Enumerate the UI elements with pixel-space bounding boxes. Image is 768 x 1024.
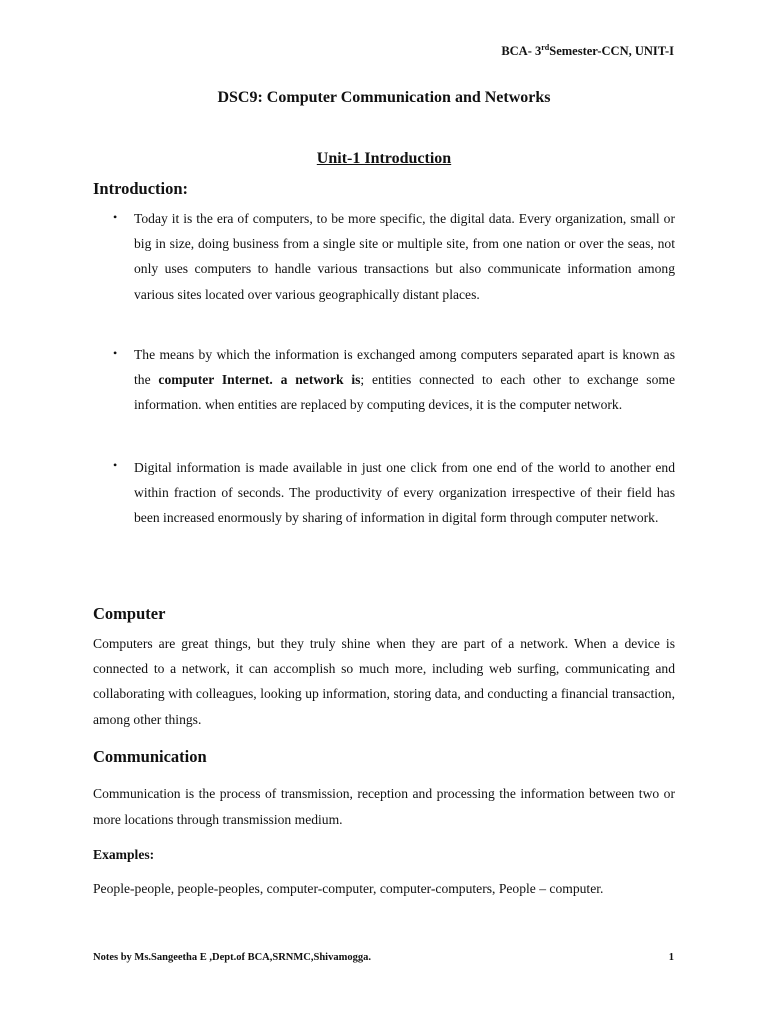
list-item-text: The means by which the information is exchanged among computers separated apart is known as the [134, 347, 675, 388]
document-title: DSC9: Computer Communication and Networks [217, 89, 551, 106]
list-item: Digital information is made available in just one click from one end of the world to another end within fraction of seconds. The productivity of every organization irrespective of their field has been increased enormously by sharing of information in digital form through computer network. [134, 460, 675, 526]
introduction-heading: Introduction: [93, 179, 189, 198]
examples-paragraph: People-people, people-peoples, computer-computer, computer-computers, People – computer. [93, 881, 604, 896]
running-header [501, 43, 674, 59]
list-item-text: ; entities connected to each other to exchange some information. when entities are replaced by computing devices, it is the computer network. [134, 372, 675, 413]
list-item [134, 342, 675, 418]
unit-title: Unit-1 Introduction [316, 150, 452, 167]
communication-heading: Communication [93, 747, 207, 766]
examples-label: Examples: [93, 847, 155, 862]
page-number: 1 [668, 952, 674, 963]
bullet-marker: • [113, 346, 118, 360]
footer-notes: Notes by Ms.Sangeetha E ,Dept.of BCA,SRNMC,Shivamogga. [93, 952, 371, 963]
bullet-marker: • [113, 458, 118, 472]
header-course-prefix: BCA- 3 [501, 44, 542, 59]
header-course-suffix: Semester-CCN, UNIT-I [549, 44, 674, 59]
list-item: Today it is the era of computers, to be more specific, the digital data. Every organization, small or big in size, doing business from a single site or multiple site, from one nation or over the seas, not only uses computers to handle various transactions but also communicate information among various sites located over various geographically distant places. [134, 211, 675, 302]
computer-heading: Computer [93, 604, 166, 623]
bullet-marker: • [113, 210, 118, 224]
communication-paragraph: Communication is the process of transmission, reception and processing the information between two or more locations through transmission medium. [93, 786, 675, 827]
list-item-bold-text: computer Internet. a network is [158, 372, 361, 388]
computer-paragraph: Computers are great things, but they truly shine when they are part of a network. When a device is connected to a network, it can accomplish so much more, including web surfing, communicating and collaborating with colleagues, looking up information, storing data, and conducting a financial transaction, among other things. [93, 636, 675, 727]
header-course-superscript: rd [541, 43, 550, 52]
